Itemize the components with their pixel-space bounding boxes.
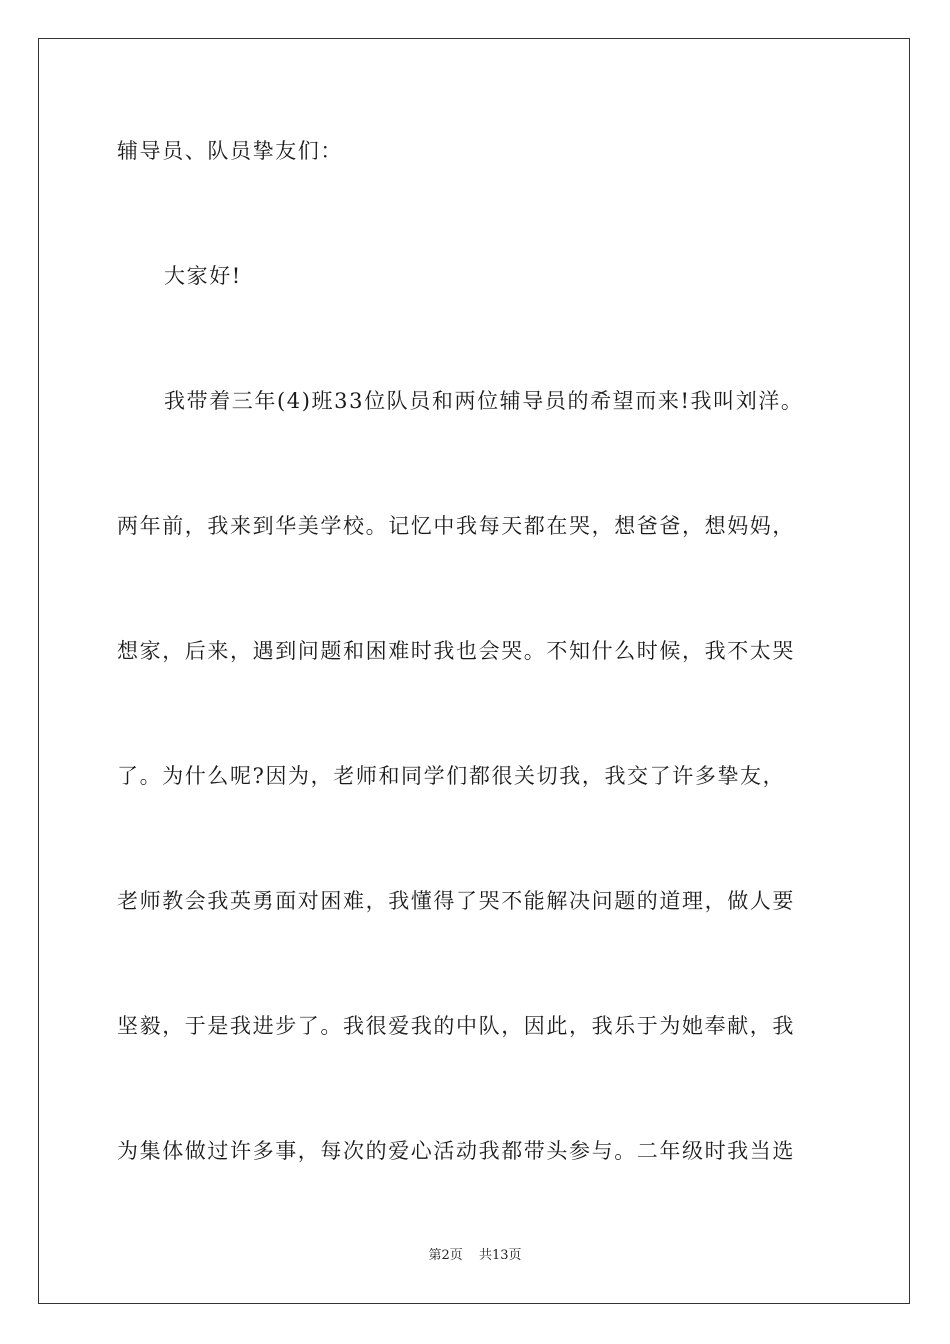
page-footer <box>0 1246 950 1266</box>
page-number: 第2页 <box>428 1248 463 1263</box>
greeting-line: 大家好! <box>164 264 242 288</box>
paragraph-line-1: 我带着三年(4)班33位队员和两位辅导员的希望而来!我叫刘洋。 <box>164 389 804 413</box>
paragraph-line-5: 老师教会我英勇面对困难，我懂得了哭不能解决问题的道理，做人要 <box>117 889 795 913</box>
paragraph-line-4: 了。为什么呢?因为，老师和同学们都很关切我，我交了许多挚友， <box>117 764 786 788</box>
page-border <box>38 38 910 1304</box>
salutation-line: 辅导员、队员挚友们： <box>117 139 343 163</box>
page-total: 共13页 <box>478 1248 522 1263</box>
paragraph-line-2: 两年前，我来到华美学校。记忆中我每天都在哭，想爸爸，想妈妈， <box>117 514 795 538</box>
paragraph-line-6: 坚毅，于是我进步了。我很爱我的中队，因此，我乐于为她奉献，我 <box>117 1014 795 1038</box>
paragraph-line-7: 为集体做过许多事，每次的爱心活动我都带头参与。二年级时我当选 <box>117 1139 795 1163</box>
paragraph-line-3: 想家，后来，遇到问题和困难时我也会哭。不知什么时候，我不太哭 <box>117 639 795 663</box>
